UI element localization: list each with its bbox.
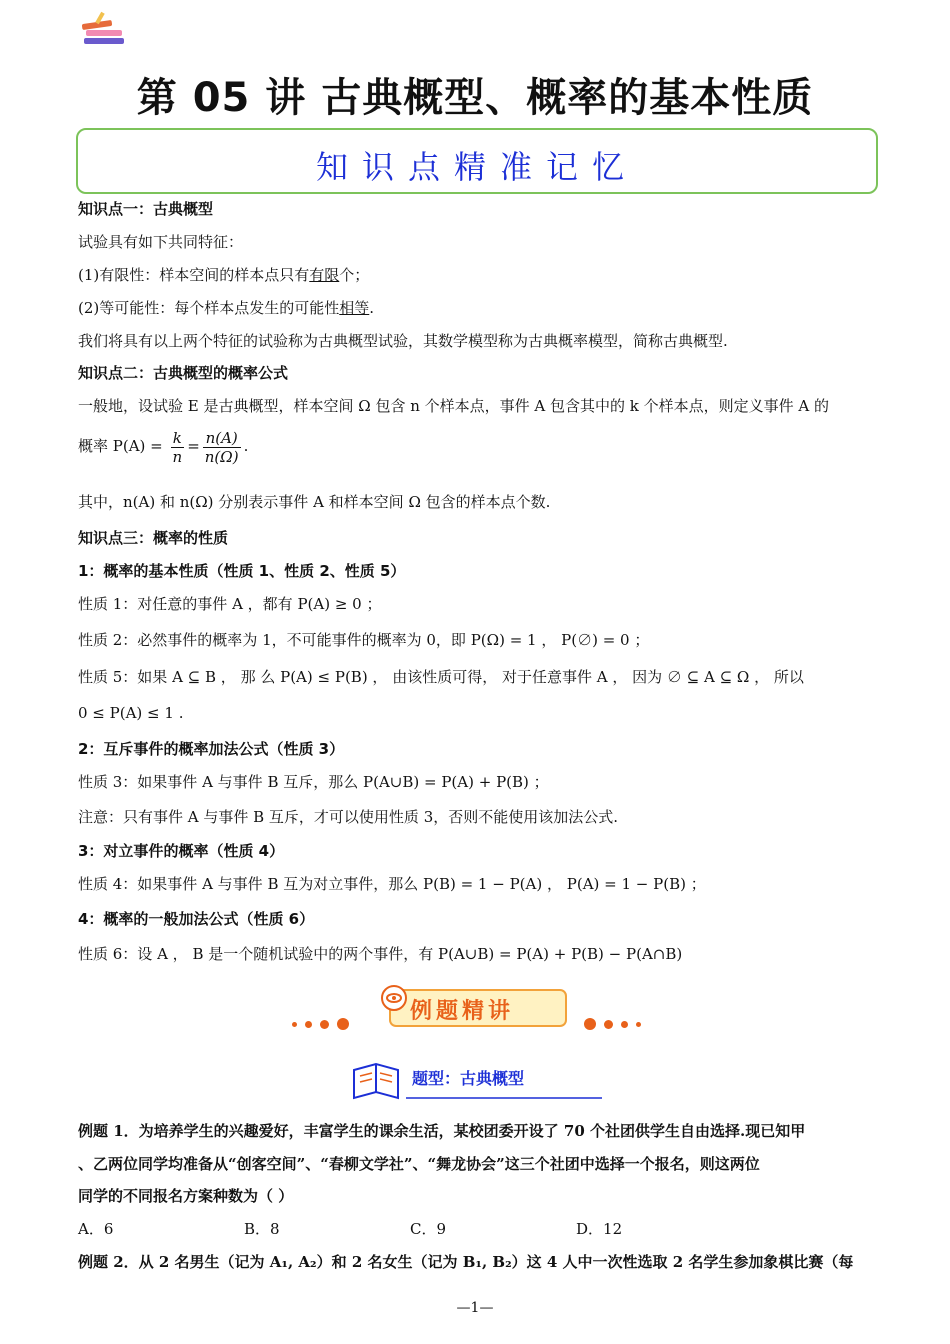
k3-sub4: 4：概率的一般加法公式（性质 6） <box>78 910 315 928</box>
example-1-line2: 、乙两位同学均准备从“创客空间”、“春柳文学社”、“舞龙协会”这三个社团中选择一个报名，则这两位 <box>78 1155 760 1173</box>
property-3: 性质 3：如果事件 A 与事件 B 互斥，那么 P(A∪B) = P(A) + P(B) ； <box>78 773 549 791</box>
k1-line3-c: . <box>369 299 375 317</box>
examples-badge-label: 例题精讲 <box>410 999 515 1024</box>
k1-line2 <box>78 265 878 285</box>
k1-line2-c: 个； <box>339 266 370 284</box>
section-banner <box>76 128 878 194</box>
example-1-line3: 同学的不同报名方案种数为（ ） <box>78 1187 294 1205</box>
k1-heading: 知识点一：古典概型 <box>78 200 214 218</box>
k1-line3-a: (2)等可能性：每个样本点发生的可能性 <box>78 299 340 317</box>
property-1: 性质 1：对任意的事件 A ，都有 P(A) ≥ 0 ； <box>78 595 382 613</box>
k3-sub2: 2：互斥事件的概率加法公式（性质 3） <box>78 740 345 758</box>
property-4: 性质 4：如果事件 A 与事件 B 互为对立事件，那么 P(B) = 1 − P(A) ， P(A) = 1 − P(B) ； <box>78 875 706 893</box>
k1-line4: 我们将具有以上两个特征的试验称为古典概型试验，其数学模型称为古典概率模型，简称古典概型. <box>78 332 728 350</box>
decorative-dots-left <box>292 1014 357 1032</box>
fraction-nA-over-nOmega <box>203 429 241 466</box>
example-1-options <box>78 1219 878 1239</box>
option-b: B．8 <box>244 1220 280 1238</box>
fraction-denominator: n(Ω) <box>204 447 239 466</box>
page-title: 第 05 讲 古典概型、概率的基本性质 <box>136 75 814 121</box>
fraction-k-over-n <box>171 429 185 466</box>
k3-note: 注意：只有事件 A 与事件 B 互斥，才可以使用性质 3，否则不能使用该加法公式. <box>78 808 619 826</box>
property-5-cont: 0 ≤ P(A) ≤ 1 . <box>78 704 184 722</box>
equals-sign: = <box>187 437 200 455</box>
k2-formula-line <box>78 426 878 466</box>
k3-sub1: 1：概率的基本性质（性质 1、性质 2、性质 5） <box>78 562 406 580</box>
k1-line3-underlined: 相等 <box>339 299 370 317</box>
k3-heading: 知识点三：概率的性质 <box>78 529 229 547</box>
page-number: —1— <box>456 1300 494 1316</box>
k1-line2-a: (1)有限性：样本空间的样本点只有 <box>78 266 310 284</box>
example-2-line1: 例题 2．从 2 名男生（记为 A₁, A₂）和 2 名女生（记为 B₁, B₂）这 4 人中一次性选取 2 名学生参加象棋比赛（每 <box>78 1253 854 1271</box>
k2-heading: 知识点二：古典概型的概率公式 <box>78 364 289 382</box>
k3-sub3: 3：对立事件的概率（性质 4） <box>78 842 285 860</box>
property-2: 性质 2：必然事件的概率为 1，不可能事件的概率为 0，即 P(Ω) = 1 ， P(∅) = 0 ； <box>78 631 650 649</box>
k2-line3: 其中，n(A) 和 n(Ω) 分别表示事件 A 和样本空间 Ω 包含的样本点个数. <box>78 493 551 511</box>
k2-formula-end: . <box>243 437 249 455</box>
fraction-denominator: n <box>172 447 183 466</box>
example-1-line1: 例题 1．为培养学生的兴趣爱好，丰富学生的课余生活，某校团委开设了 70 个社团供学生自由选择.现已知甲 <box>78 1122 806 1140</box>
fraction-numerator: n(A) <box>203 429 241 448</box>
option-a: A．6 <box>78 1220 114 1238</box>
decorative-dots-right <box>584 1014 649 1032</box>
property-5: 性质 5：如果 A ⊆ B ， 那 么 P(A) ≤ P(B) ， 由该性质可得， 对于任意事件 A ， 因为 ∅ ⊆ A ⊆ Ω ， 所以 <box>78 668 804 686</box>
k1-line2-underlined: 有限 <box>309 266 340 284</box>
section-banner-label: 知识点精准记忆 <box>315 148 638 186</box>
books-logo-icon <box>78 8 130 52</box>
k1-line3 <box>78 298 878 318</box>
option-d: D．12 <box>576 1220 623 1238</box>
k1-line1: 试验具有如下共同特征： <box>78 233 244 251</box>
k2-formula-prefix: 概率 P(A) = <box>78 437 163 455</box>
option-c: C．9 <box>410 1220 447 1238</box>
property-6: 性质 6：设 A ， B 是一个随机试验中的两个事件，有 P(A∪B) = P(A) + P(B) − P(A∩B) <box>78 945 683 963</box>
topic-label: 题型：古典概型 <box>412 1069 525 1088</box>
fraction-numerator: k <box>171 429 185 448</box>
k2-line1: 一般地，设试验 E 是古典概型，样本空间 Ω 包含 n 个样本点，事件 A 包含其中的 k 个样本点，则定义事件 A 的 <box>78 397 830 415</box>
